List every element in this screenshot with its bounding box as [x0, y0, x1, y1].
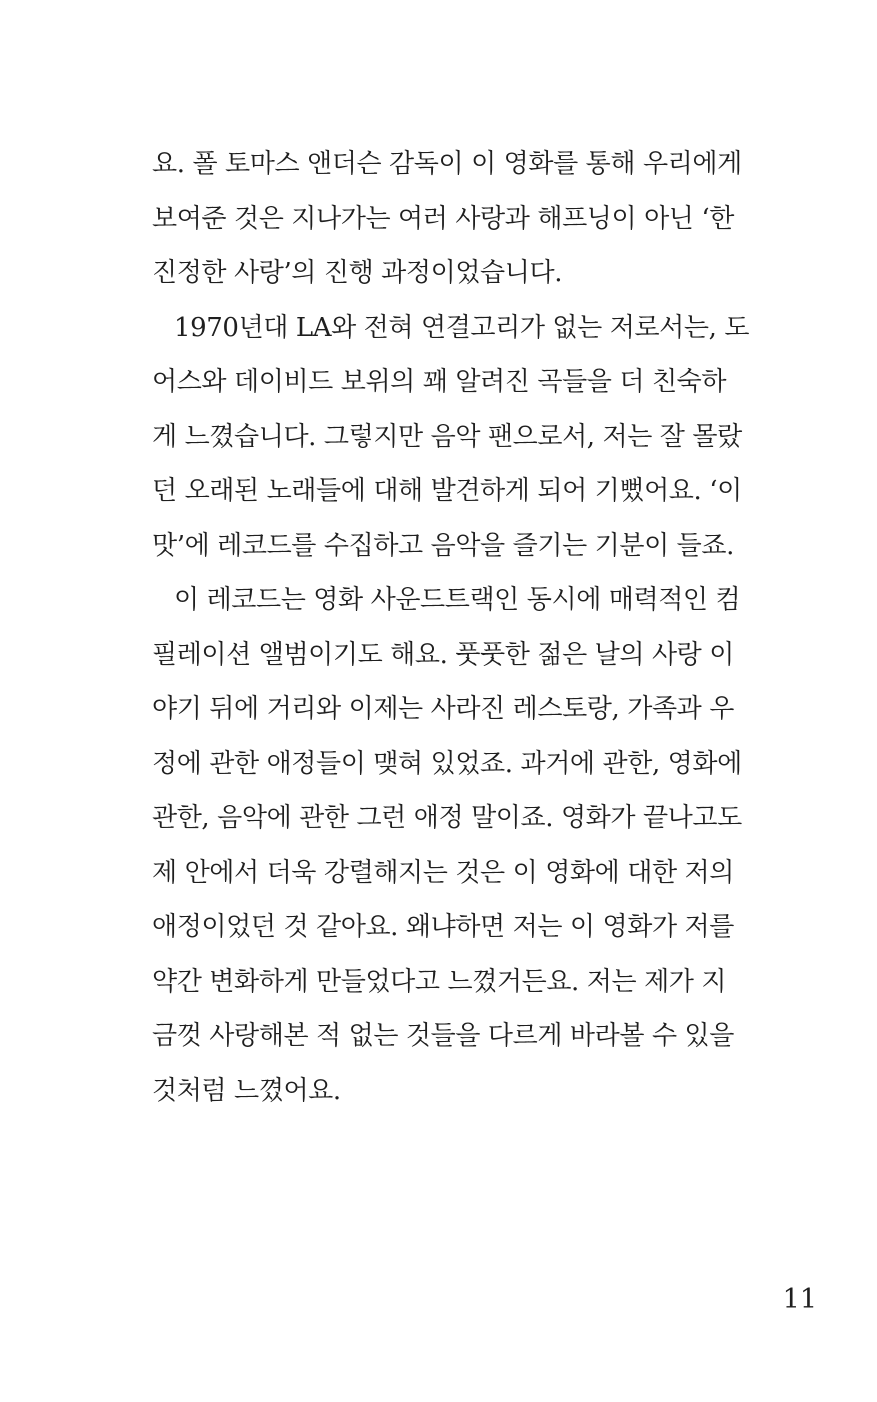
text-line: 맛’에 레코드를 수집하고 음악을 즐기는 기분이 들죠.: [152, 530, 734, 561]
text-line: 정에 관한 애정들이 맺혀 있었죠. 과거에 관한, 영화에: [152, 748, 742, 779]
text-line: 요. 폴 토마스 앤더슨 감독이 이 영화를 통해 우리에게: [152, 149, 742, 179]
text-line: 필레이션 앨범이기도 해요. 풋풋한 젊은 날의 사랑 이: [152, 639, 734, 670]
paragraph-start-line: 1970년대 LA와 전혀 연결고리가 없는 저로서는, 도: [174, 312, 750, 343]
text-line: 게 느꼈습니다. 그렇지만 음악 팬으로서, 저는 잘 몰랐: [152, 421, 742, 452]
text-line: 것처럼 느꼈어요.: [152, 1075, 341, 1106]
text-line: 애정이었던 것 같아요. 왜냐하면 저는 이 영화가 저를: [152, 912, 734, 942]
text-line: 약간 변화하게 만들었다고 느꼈거든요. 저는 제가 지: [152, 966, 727, 997]
text-line: 어스와 데이비드 보위의 꽤 알려진 곡들을 더 친숙하: [152, 367, 727, 397]
page-body-text: [152, 137, 750, 1118]
text-line: 진정한 사랑’의 진행 과정이었습니다.: [152, 258, 563, 288]
page-number: 11: [782, 1284, 817, 1315]
text-line: 금껏 사랑해본 적 없는 것들을 다르게 바라볼 수 있을: [152, 1021, 734, 1051]
text-line: 제 안에서 더욱 강렬해지는 것은 이 영화에 대한 저의: [152, 857, 734, 888]
paragraph-start-line: 이 레코드는 영화 사운드트랙인 동시에 매력적인 컴: [174, 585, 741, 615]
text-line: 보여준 것은 지나가는 여러 사랑과 해프닝이 아닌 ‘한: [152, 203, 734, 234]
text-line: 던 오래된 노래들에 대해 발견하게 되어 기뻤어요. ‘이: [152, 476, 742, 506]
text-line: 관한, 음악에 관한 그런 애정 말이죠. 영화가 끝나고도: [152, 803, 742, 833]
text-line: 야기 뒤에 거리와 이제는 사라진 레스토랑, 가족과 우: [152, 694, 734, 724]
